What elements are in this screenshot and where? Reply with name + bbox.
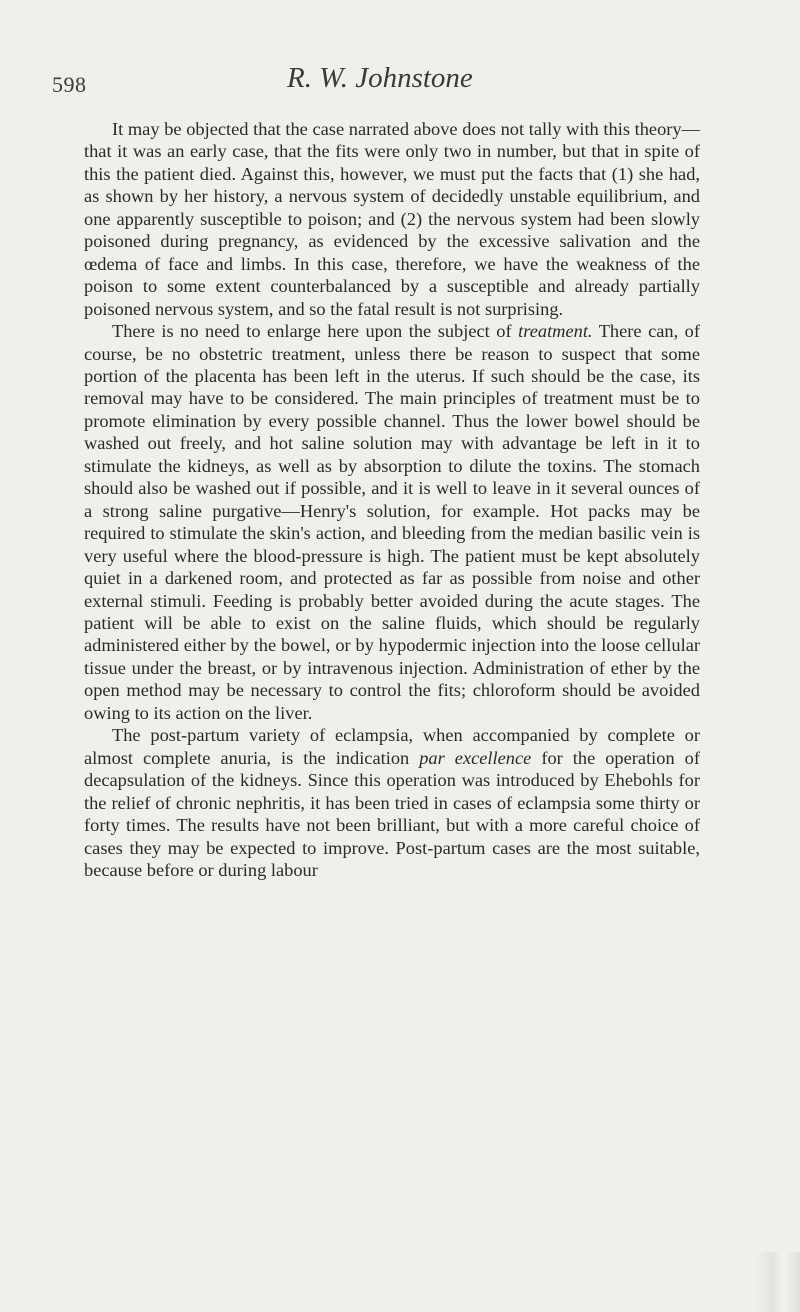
paragraph-theory bbox=[84, 118, 700, 320]
running-head-author: R. W. Johnstone bbox=[287, 62, 473, 94]
paragraph-text: It may be objected that the case narrated above does not tally with this theory—that it was an early case, that the fits were only two in number, but that in spite of this the patient died. Against this, however, we must put the facts that (1) she had, as shown by her history, a nervous system of decidedly unstable equilibrium, and one apparently susceptible to poison; and (2) the nervous system had been slowly poisoned during pregnancy, as evidenced by the excessive salivation and the œdema of face and limbs. In this case, therefore, we have the weakness of the poison to some extent counterbalanced by a susceptible and already partially poisoned nervous system, and so the fatal result is not surprising. bbox=[84, 119, 700, 319]
running-head bbox=[52, 62, 702, 98]
page-number: 598 bbox=[52, 72, 87, 97]
paragraph-text: for the operation of decapsulation of the kidneys. Since this operation was introduced by Ehebohls for the relief of chronic nephritis, it has been tried in cases of eclampsia some thirty or forty times. The results have not been brilliant, but with a more careful choice of cases they may be expected to improve. Post-partum cases are the most suitable, because before or during labour bbox=[84, 747, 701, 880]
paragraph-text: There can, of course, be no obstetric treatment, unless there be reason to suspect that some portion of the placenta has been left in the uterus. If such should be the case, its removal may have to be considered. The main principles of treatment must be to promote elimination by every possible channel. Thus the lower bowel should be washed out freely, and hot saline solution may with advantage be left in it to stimulate the kidneys, as well as by absorption to dilute the toxins. The stomach should also be washed out if possible, and it is well to leave in it several ounces of a strong saline purgative—Henry's solution, for example. Hot packs may be required to stimulate the skin's action, and bleeding from the median basilic vein is very useful where the blood-pressure is high. The patient must be kept absolutely quiet in a darkened room, and protected as far as possible from noise and other external stimuli. Feeding is probably better avoided during the acute stages. The patient will be able to exist on the saline fluids, which should be regularly administered either by the bowel, or by hypodermic injection into the loose cellular tissue under the breast, or by intravenous injection. Administration of ether by the open method may be necessary to control the fits; chloroform should be avoided owing to its action on the liver. bbox=[84, 321, 701, 723]
scan-edge-artifact bbox=[756, 1252, 800, 1312]
paragraph-treatment bbox=[84, 320, 700, 724]
body-text bbox=[84, 118, 700, 881]
italic-term-treatment: treatment. bbox=[518, 321, 593, 342]
paragraph-text: The post-partum variety of eclampsia, when accompanied by complete or almost complete anuria, is the indication bbox=[84, 725, 700, 768]
italic-term-par-excellence: par excellence bbox=[419, 747, 532, 768]
paragraph-text: There is no need to enlarge here upon the subject of bbox=[112, 321, 519, 342]
paragraph-post-partum bbox=[84, 724, 700, 881]
